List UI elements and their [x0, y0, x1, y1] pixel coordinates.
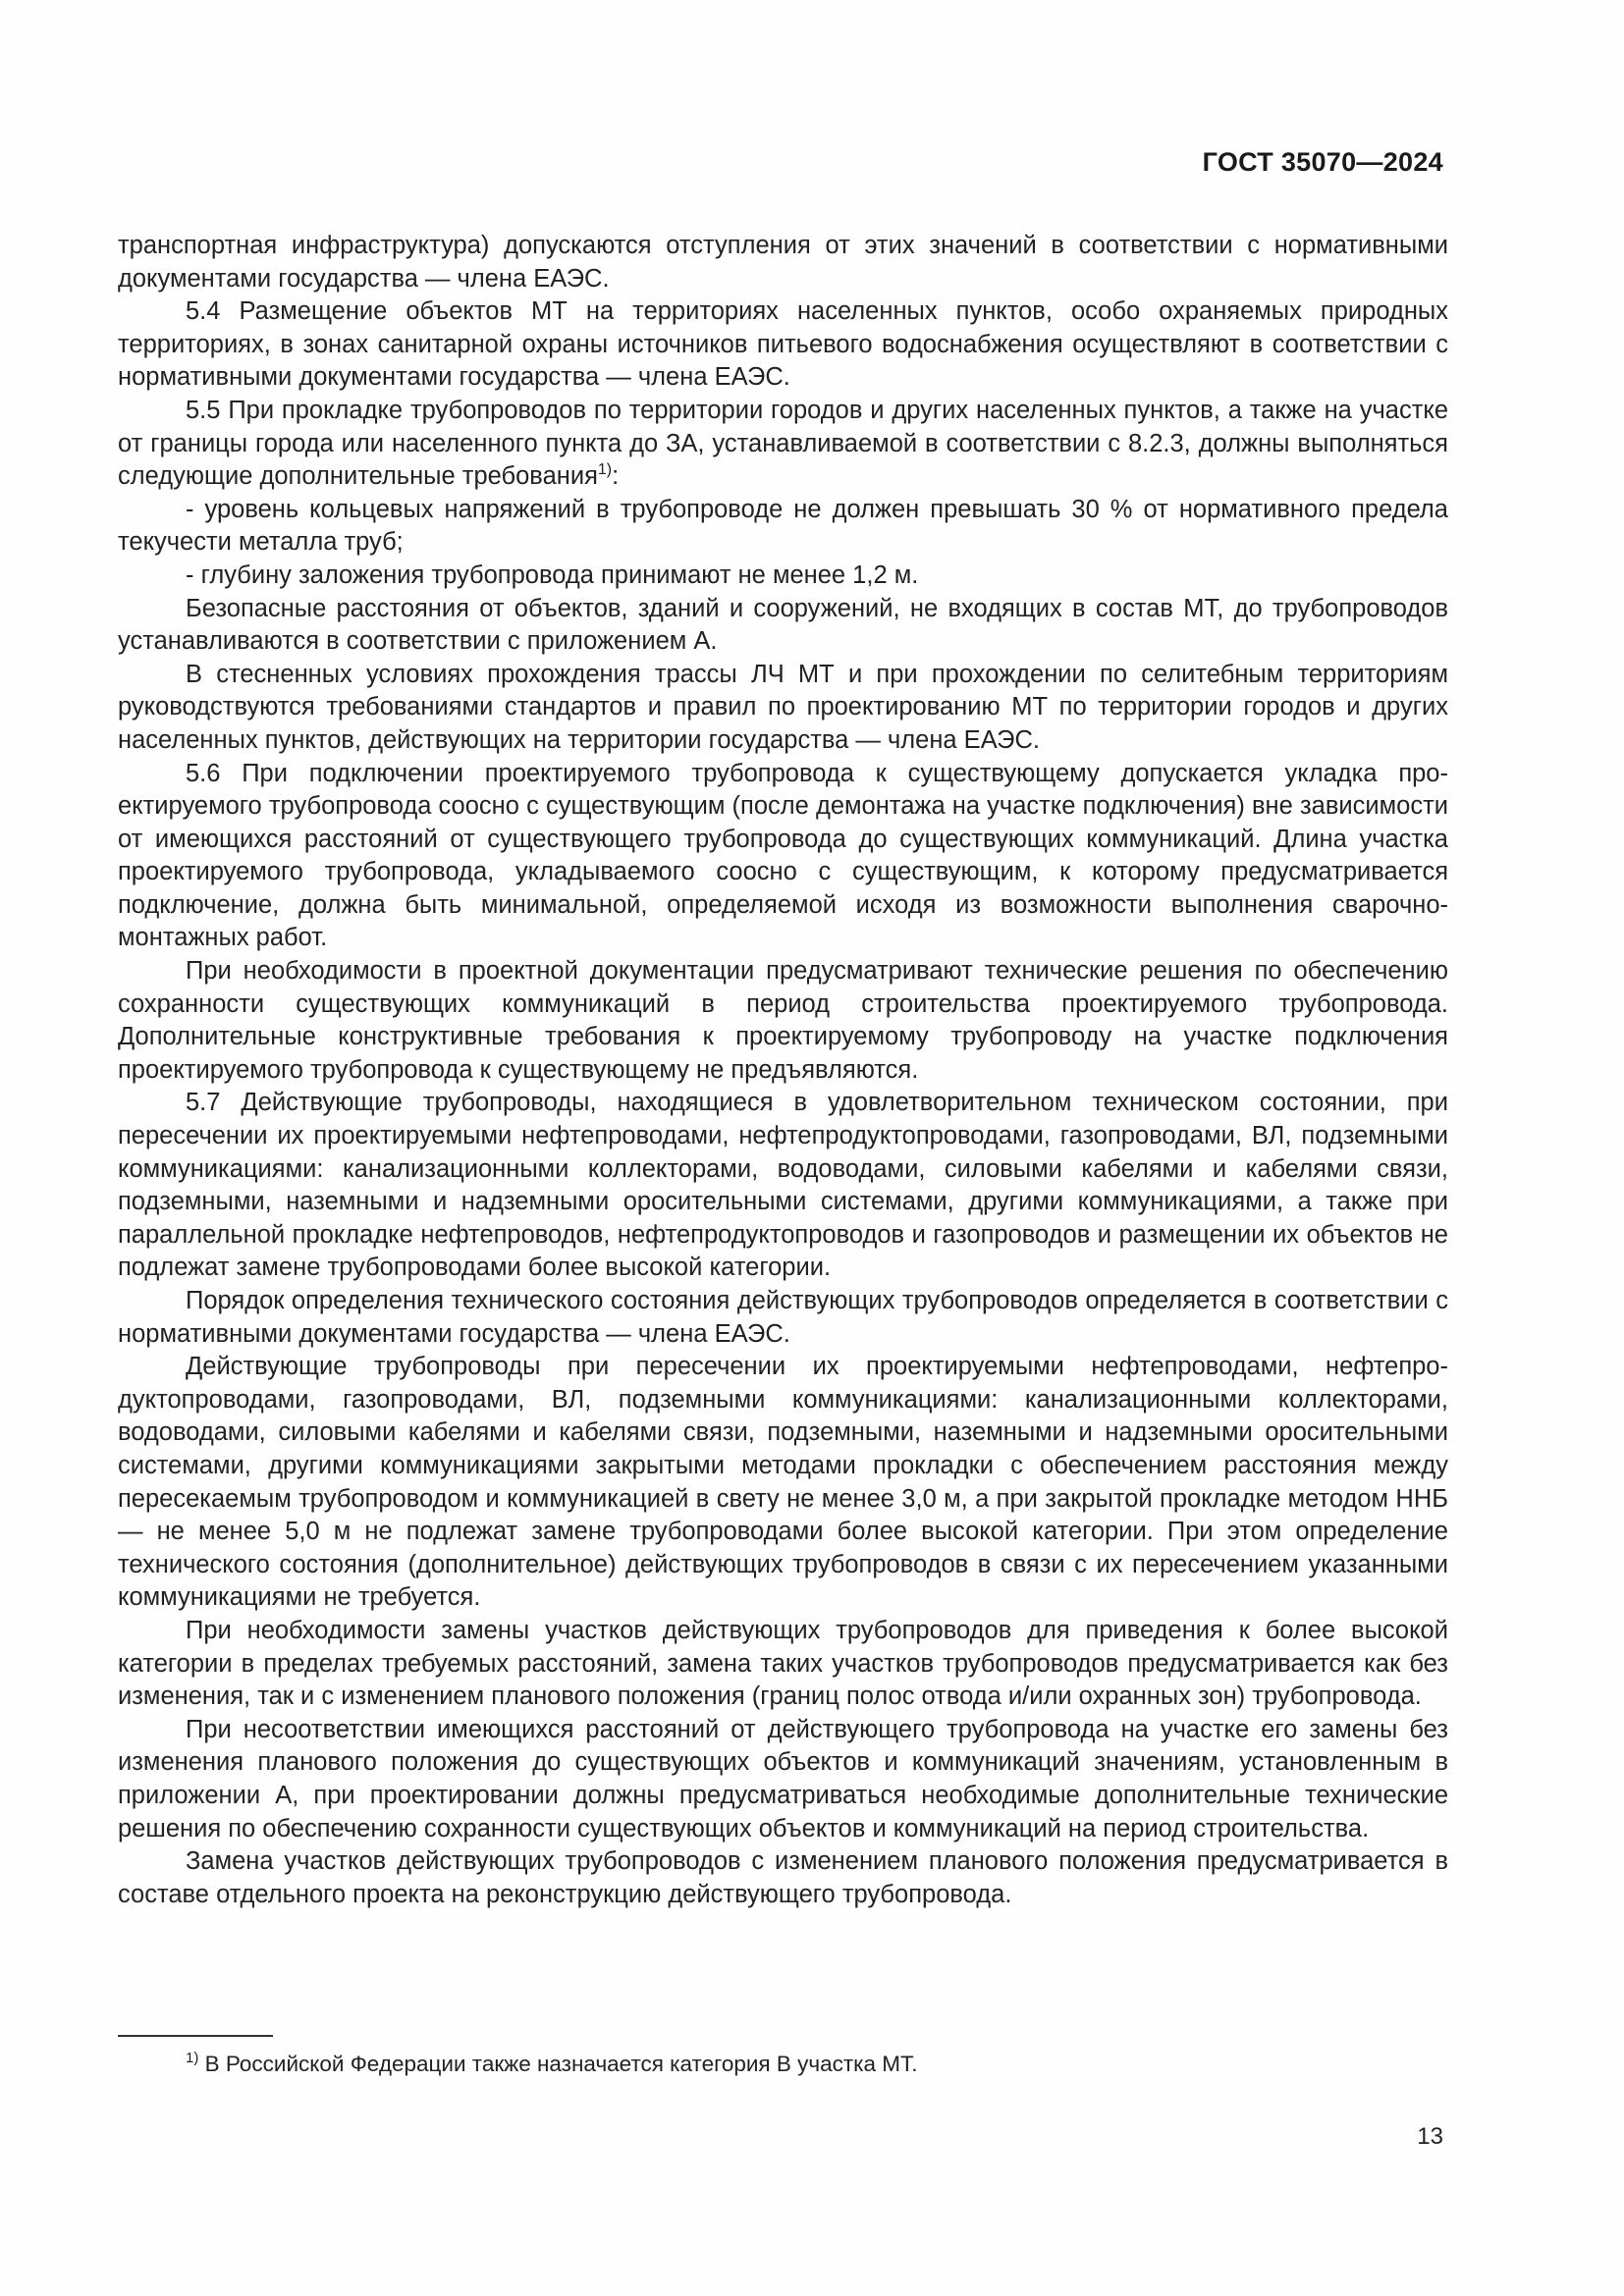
paragraph-mismatch: При несоответствии имеющихся расстояний от действующего трубопровода на участке его замены без изменения планового положения до существующих объектов и коммуникаций значениям, установленным в приложении А, при проектировании должны предусматриваться необходимые дополнительные технические решения по обеспечению сохранности существующих объектов и коммуникаций на период строительства. [118, 1715, 1448, 1842]
paragraph-5-5-colon: : [612, 462, 620, 491]
paragraph-constrained-conditions: В стесненных условиях прохождения трассы ЛЧ МТ и при прохождении по селитебным территориям руководствуются требованиями стандартов и правил по проектированию МТ по территории городов и других населенных пунктов, действующих на территории государства — члена ЕАЭС. [118, 660, 1448, 754]
page-number: 13 [1417, 2123, 1443, 2150]
paragraph-replacement: При необходимости замены участков действующих трубопроводов для приведения к более высокой категории в пределах требуемых расстояний, замена таких участков трубопроводов предусматривается как без изменения, так и с изменением планового положения (границ полос отвода и/или охранных зон) трубопровода. [118, 1616, 1448, 1711]
footnote-marker: 1) [186, 2050, 199, 2066]
paragraph-5-5-text: 5.5 При прокладке трубопроводов по территории городов и других населенных пунктов, а также на участке от границы города или населенного пункта до ЗА, устанавливаемой в соответствии с 8.2.3, должны выполняться следующие дополнительные требования [118, 396, 1448, 491]
paragraph-continuation: транспортная инфраструктура) допускаются отступления от этих значений в соответствии с нормативными документами государства — члена ЕАЭС. [118, 232, 1448, 293]
paragraph-safe-distances: Безопасные расстояния от объектов, зданий и сооружений, не входящих в состав МТ, до трубопроводов устанавливаются в соответствии с приложением А. [118, 594, 1448, 656]
paragraph-5-6: 5.6 При подключении проектируемого трубопровода к существующему допускается укладка проектируемого трубопровода соосно с существующим (после демонтажа на участке подключения) вне зависимости от имеющихся расстояний от существующего трубопровода до существующих коммуникаций. Длина участка проектируемого трубопровода, укладываемого соосно с существующим, к которому предусматривается подключение, должна быть минимальной, определяемой исходя из возможности выполнения сварочно-монтажных работ. [118, 759, 1448, 952]
paragraph-technical-state: Порядок определения технического состояния действующих трубопроводов определяется в соответствии с нормативными документами государства — члена ЕАЭС. [118, 1287, 1448, 1348]
paragraph-preservation-measures: При необходимости в проектной документации предусматривают технические решения по обеспечению сохранности существующих коммуникаций в период строительства проектируемого трубопровода. Дополнительные конструктивные требования к проектируемому трубопроводу на участке подключения проектируемого трубопровода к существующему не предъявляются. [118, 957, 1448, 1084]
paragraph-5-5 [118, 395, 1448, 494]
footnote [186, 2050, 918, 2079]
list-item-depth: - глубину заложения трубопровода принимают не менее 1,2 м. [186, 561, 919, 589]
list-item-ring-stress: - уровень кольцевых напряжений в трубопроводе не должен превышать 30 % от нормативного предела текучести металла труб; [118, 495, 1448, 557]
footnote-separator [118, 2035, 273, 2037]
document-code-header: ГОСТ 35070—2024 [1202, 147, 1443, 177]
paragraph-crossings: Действующие трубопроводы при пересечении их проектируемыми нефтепроводами, нефтепродуктопроводами, газопроводами, ВЛ, подземными коммуникациями: канализационными коллекторами, водоводами, силовыми кабелями и кабелями связи, подземными, наземными и надземными оросительными системами, другими коммуникациями закрытыми методами прокладки с обеспечением расстояния между пересекаемым трубопроводом и коммуникацией в свету не менее 3,0 м, а при закрытой прокладке методом ННБ — не менее 5,0 м не подлежат замене трубопроводами более высокой категории. При этом определение технического состояния (дополнительное) действующих трубопроводов в связи с их пересечением указанными коммуникациями не требуется. [118, 1353, 1448, 1612]
document-body [118, 230, 1448, 1911]
footnote-text: В Российской Федерации также назначается категория В участка МТ. [198, 2052, 918, 2076]
paragraph-reconstruction: Замена участков действующих трубопроводов с изменением планового положения предусматривается в составе отдельного проекта на реконструкцию действующего трубопровода. [118, 1847, 1448, 1908]
paragraph-5-7: 5.7 Действующие трубопроводы, находящиеся в удовлетворительном техническом состоянии, при пересечении их проектируемыми нефтепроводами, нефтепродуктопроводами, газопроводами, ВЛ, подземными коммуникациями: канализационными коллекторами, водоводами, силовыми кабелями и кабелями связи, подземными, наземными и надземными оросительными системами, другими коммуникациями, а также при параллельной прокладке нефтепроводов, нефтепродуктопроводов и газопроводов и размещении их объектов не подлежат замене трубопроводами более высокой категории. [118, 1089, 1448, 1282]
paragraph-5-4: 5.4 Размещение объектов МТ на территориях населенных пунктов, особо охраняемых природных территориях, в зонах санитарной охраны источников питьевого водоснабжения осуществляют в соответствии с нормативными документами государства — члена ЕАЭС. [118, 297, 1448, 392]
footnote-reference: 1) [597, 461, 613, 479]
